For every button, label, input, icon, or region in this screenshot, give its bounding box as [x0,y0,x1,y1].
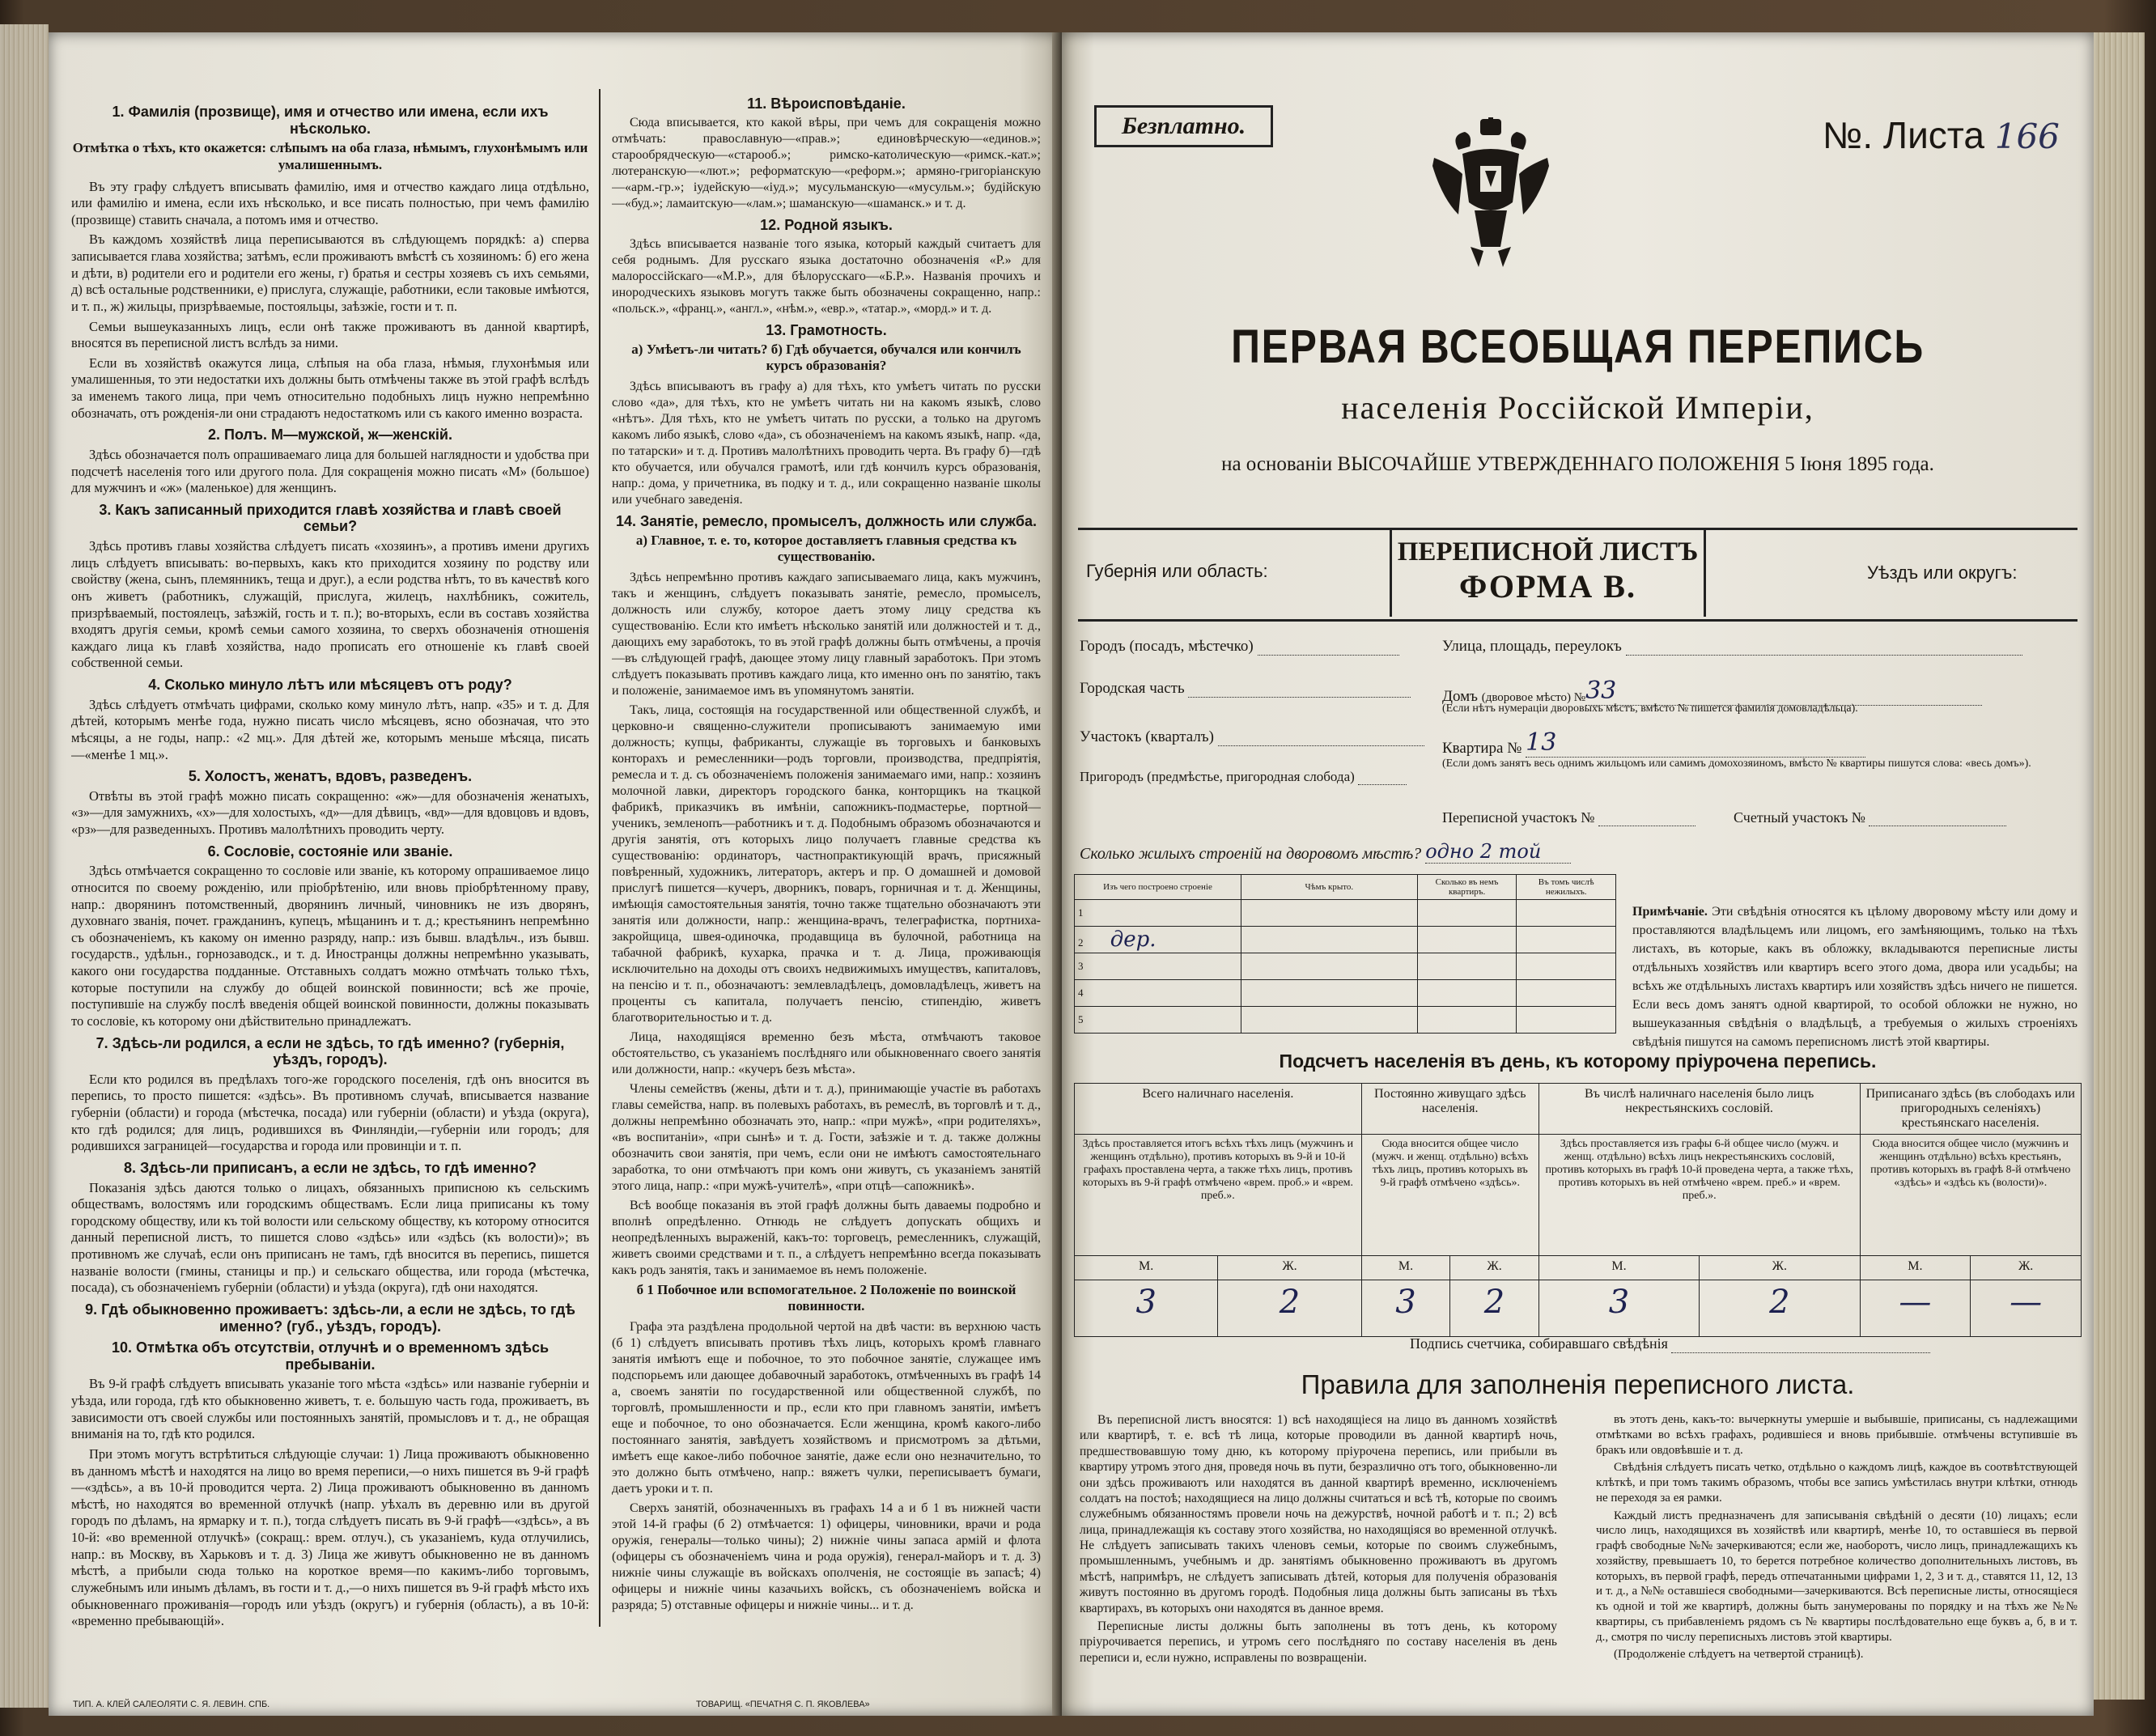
rules-paragraph: Свѣдѣнія слѣдуетъ писать четко, отдѣльно о каждомъ лицѣ, каждое въ соотвѣтствующей клѣткѣ, и при томъ такимъ образомъ, чтобы все запись умѣстилась внутри клѣтки, отнюдь не переходя за ея рамки. [1596,1461,2077,1505]
section-subheading: а) Умѣетъ-ли читать? б) Гдѣ обучается, обучался или кончилъ курсъ образованія? [631,342,1021,373]
section-heading: 13. Грамотность. [766,322,887,338]
paragraph: Здѣсь слѣдуетъ отмѣчать цифрами, сколько кому минуло лѣтъ, напр. «35» и т. д. Для дѣтей, которымъ менѣе года, нужно писать число мѣсяцевъ, ясно обозначая, что это мѣсяцы, а не годы, напр.: «2 мц.». Для дѣтей же, которымъ меньше мѣсяца, писать—«менѣе 1 мц.». [71,696,589,762]
sum-header-nonpeasant: Въ числѣ наличнаго населенія было лицъ некрестьянскихъ сословій. [1538,1084,1860,1135]
section-heading: 1. Фамилія (прозвище), имя и отчество или имена, если ихъ нѣсколько. [112,104,549,137]
sum-value: 3 [1075,1280,1218,1337]
sum-header-peasant: Приписанаго здѣсь (въ слободахъ или пригородныхъ селеніяхъ) крестьянскаго населенія. [1860,1084,2081,1135]
paragraph: Семьи вышеуказанныхъ лицъ, если онѣ также проживаютъ въ данной квартирѣ, вносятся въ переписной листъ вслѣдъ за ними. [71,318,589,351]
section-heading: 5. Холостъ, женатъ, вдовъ, разведенъ. [188,768,473,785]
uezd-label: Уѣздъ или округъ: [1867,562,2018,583]
house-field: Домъ (дворовое мѣсто) №33 [1442,677,1982,706]
sum-value: — [1971,1280,2082,1337]
right-page [1062,32,2094,1716]
house-note: (Если нѣтъ нумераціи дворовыхъ мѣстъ, вмѣсто № пишется фамилія домовладѣльца). [1442,702,1858,715]
paragraph: Въ 9-й графѣ слѣдуетъ вписывать указаніе того мѣста «здѣсь» или названіе губерніи и уѣзда, или города, гдѣ кто обыкновенно живетъ, т. е. большую часть года, проживаетъ, въ зависимости отъ своей службы или постоянныхъ занятій, промысловъ и т. д., не обращая вниманія на то, гдѣ кто родился. [71,1376,589,1442]
rules-column-right [1596,1412,2077,1665]
gubernia-label: Губернія или область: [1086,561,1268,581]
paragraph: Сверхъ занятій, обозначенныхъ въ графахъ 14 а и б 1 въ нижней части этой 14-й графы (б 2) отмѣчается: 1) офицеры, чиновники, врачи и рода оружія, генералы—только чины); 2) нижніе чины запаса армій и флота (офицеры съ обозначеніемъ чина и рода оружія), генерал-майоръ и т. д. 3) нижніе чины служащіе въ войскахъ ополченія, не состоящіе въ запасѣ; 4) офицеры и нижніе чины казачьихъ войскъ, съ обозначеніемъ войска и разряда; 5) отставные офицеры и нижніе чины... и т. д. [612,1501,1041,1612]
sum-header-present: Всего наличнаго населенія. [1075,1084,1362,1135]
bld-material-handwritten: дер. [1110,927,1157,952]
census-subtitle: населенія Россійской Имперіи, [1341,389,1814,426]
census-area-field: Переписной участокъ № [1442,809,1696,826]
paragraph: Всѣ вообще показанія въ этой графѣ должны быть даваемы подробно и вполнѣ опредѣленно. Отнюдь не слѣдуетъ допускать общихъ и неопредѣленныхъ выраженій, какъ-то: торговецъ, ремесленникъ, служащій, живетъ своими средствами и т. п., а слѣдуетъ непремѣнно всегда показывать какъ родъ занятія, такъ и занимаемое въ немъ положеніе. [612,1199,1041,1277]
paper-stack-right [2088,32,2145,1700]
imprint-left: ТИП. А. КЛЕЙ САЛЕОЛЯТИ С. Я. ЛЕВИН. СПБ. [73,1700,270,1709]
table-row: 5 [1075,1007,1616,1034]
imprint-right: ТОВАРИЩ. «ПЕЧАТНЯ С. П. ЯКОВЛЕВА» [696,1700,870,1709]
census-title: ПЕРВАЯ ВСЕОБЩАЯ ПЕРЕПИСЬ [1231,320,1925,373]
summary-title: Подсчетъ населенія въ день, къ которому пріурочена перепись. [1279,1051,1877,1072]
sum-value: 2 [1700,1280,1860,1337]
buildings-question: Сколько жилыхъ строеній на дворовомъ мѣстѣ? одно 2 той [1080,840,1571,864]
rules-paragraph: Каждый листъ предназначенъ для записыванія свѣдѣній о десяти (10) лицахъ; если число лицъ, находящихся въ хозяйствѣ или квартирѣ, менѣе 10, то оставшіеся въ первой графѣ свободные №№ зачеркиваются; если же, наоборотъ, число лицъ, принадлежащихъ къ хозяйству, превышаетъ 10, то берется потребное количество дополнительныхъ листовъ, въ которыхъ, въ первой графѣ, передъ отпечатанными цифрами 1, 2, 3 и т. д., ставятся 11, 12, 13 и т. д., а №№ оставшіеся свободными—зачеркиваются. Всѣ переписные листы, относящіеся къ одной и той же квартирѣ, должны быть занумерованы по порядку и на тѣхъ же №№ квартиры, съ прибавленіемъ рядомъ съ № квартиры послѣдовательно еще буквъ а, б, в и т. д., смотря по числу переписныхъ листовъ этой квартиры. [1596,1509,2077,1644]
house-number-handwritten: 33 [1585,677,1982,706]
sum-desc-permanent: Сюда вносится общее число (мужч. и женщ. отдѣльно) всѣхъ тѣхъ лицъ, противъ которыхъ въ 9-й графѣ отмѣчено «здѣсь». [1361,1135,1538,1256]
left-page [49,32,1060,1716]
sum-value: 2 [1450,1280,1539,1337]
bld-header-material: Изъ чего построено строеніе [1075,875,1241,900]
paragraph: Члены семействъ (жены, дѣти и т. д.), принимающіе участіе въ работахъ главы семейства, напр. въ полевыхъ работахъ, въ ремеслѣ, въ торговлѣ и т. д., должны непремѣнно обозначать это, напр.: «при мужѣ», «при родителяхъ», «въ воспитаніи», «при сынѣ» и т. д. Гости, заѣзжіе и т. д. также должны обозначить свои занятія, при чемъ, если они не имѣютъ самостоятельнаго заработка, то они отмѣчаютъ при комъ они живутъ, съ указаніемъ занятій этого лица, напр.: «при мужѣ-учителѣ», «при отцѣ—сапожникѣ». [612,1082,1041,1193]
population-summary-table [1074,1083,2082,1337]
sum-desc-nonpeasant: Здѣсь проставляется изъ графы 6-й общее число (мужч. и женщ. отдѣльно) всѣхъ лицъ некрестьянскихъ сословій, противъ которыхъ въ графѣ 10-й проведена черта, а также тѣхъ, противъ которыхъ въ ней отмѣчено «врем. преб.» и «врем. преб.». [1538,1135,1860,1256]
table-row: 1 [1075,900,1616,927]
section-subheading: Отмѣтка о тѣхъ, кто окажется: слѣпымъ на оба глаза, нѣмымъ, глухонѣмымъ или умалишеннымъ. [72,140,588,172]
section-heading: 12. Родной языкъ. [760,217,893,233]
paragraph: Здѣсь обозначается полъ опрашиваемаго лица для большей наглядности и удобства при подсчетѣ населенія того или другого пола. Для сокращенія можно писать «М» (большое) для мужчинъ и «ж» (маленькое) для женщинъ. [71,446,589,496]
paragraph: Если кто родился въ предѣлахъ того-же городского поселенія, гдѣ онъ вносится въ перепись, то просто пишется: «здѣсь». Въ противномъ случаѣ, вписывается название губерніи (области) и города (мѣстечка, посада) или губерніи (области) и уѣзда (округа), кто гдѣ родился; для лицъ, родившихся въ Финляндіи,—губерніи или городъ; для родившихся заграницей—государства и города или провинціи и т. п. [71,1071,589,1154]
column-divider [599,89,601,1627]
census-basis: на основаніи ВЫСОЧАЙШЕ УТВЕРЖДЕННАГО ПОЛОЖЕНІЯ 5 Іюня 1895 года. [1221,453,1934,475]
enumerator-signature-field: Подпись счетчика, собиравшаго свѣдѣнія [1410,1335,1930,1353]
rules-paragraph: (Продолженіе слѣдуетъ на четвертой страницѣ). [1614,1648,1864,1662]
city-field: Городъ (посадъ, мѣстечко) [1080,638,1399,656]
section-heading: 11. Вѣроисповѣданіе. [747,96,906,112]
sum-value: 3 [1361,1280,1450,1337]
sum-value: 2 [1218,1280,1361,1337]
sum-value: — [1860,1280,1971,1337]
sum-header-permanent: Постоянно живущаго здѣсь населенія. [1361,1084,1538,1135]
double-headed-eagle-icon [1430,117,1551,271]
section-heading: 7. Здѣсь-ли родился, а если не здѣсь, то гдѣ именно? (губернія, уѣздъ, городъ). [95,1034,565,1068]
rules-title: Правила для заполненія переписного листа. [1301,1369,1855,1399]
section-heading: 4. Сколько минуло лѣтъ или мѣсяцевъ отъ роду? [148,677,512,693]
sheet-number-handwritten: 166 [1994,117,2060,156]
street-field: Улица, площадь, переулокъ [1442,638,2022,656]
paragraph: Лица, находящіяся временно безъ мѣста, отмѣчаютъ таковое обстоятельство, съ указаніемъ послѣдняго или обыкновеннаго своего занятія или должности, напр.: «кучеръ безъ мѣста». [612,1030,1041,1076]
section-heading: 9. Гдѣ обыкновенно проживаетъ: здѣсь-ли, а если не здѣсь, то гдѣ именно? (губ., уѣздъ, городъ). [85,1301,575,1335]
section-heading: 10. Отмѣтка объ отсутствіи, отлучнѣ и о временномъ здѣсь пребываніи. [111,1339,550,1373]
apartment-note: (Если домъ занятъ весь однимъ жильцомъ или самимъ домохозяиномъ, вмѣсто № квартиры пишутся слова: «весь домъ»). [1442,758,2031,770]
sheet-number-label: №. Листа [1823,114,1984,156]
rules-column-left [1080,1412,1557,1668]
paragraph: Въ эту графу слѣдуетъ вписывать фамилію, имя и отчество каждаго лица отдѣльно, или фамилію и имена, если ихъ нѣсколько, и все писать полностью, при чемъ фамилію (прозвище) ставить сначала, а потомъ имя и отчество. [71,178,589,227]
bld-header-roof: Чѣмъ крыто. [1241,875,1417,900]
sum-value: 3 [1538,1280,1699,1337]
section-heading: 6. Сословіе, состояніе или званіе. [207,843,453,860]
paper-stack-left [0,24,49,1708]
apartment-number-handwritten: 13 [1526,728,1865,758]
district-field: Участокъ (кварталъ) [1080,728,1424,746]
paragraph: Здѣсь противъ главы хозяйства слѣдуетъ писать «хозяинъ», а противъ имени другихъ лицъ слѣдуетъ вписывать: во-первыхъ, какъ кто приходится хозяину по родству или свойству (жена, сынъ, племянникъ, теща и друг.), а если родства нѣтъ, то въ качествѣ кого онъ живетъ (работникъ, служащій, прислуга, жилецъ, нахлѣбникъ, сожитель, призрѣваемый, постоялецъ, заѣзжій, гость и т. п.); во-вторыхъ, если въ составъ хозяйства входятъ другія семьи, кромѣ семьи самого хозяина, то сверхъ обозначенія отношенія каждаго лица къ главѣ хозяйства, надо прописать его отношеніе къ главѣ своей собственной семьи. [71,538,589,671]
table-row: 3 [1075,953,1616,980]
paragraph: Въ каждомъ хозяйствѣ лица переписываются въ слѣдующемъ порядкѣ: а) сперва записывается глава хозяйства; затѣмъ, если проживаютъ вмѣстѣ съ хозяиномъ: б) его жена и дѣти, в) родители его и родители его жены, г) братья и сестры хозяевъ съ ихъ семьями, д) всѣ остальные родственники, е) прислуга, служащіе, работники, если таковые имѣются, и т. п., ж) жильцы, призрѣваемые, постояльцы, заѣзжіе, гости и т. п. [71,231,589,314]
buildings-note: Примѣчаніе. Эти свѣдѣнія относятся къ цѣлому дворовому мѣсту или дому и проставляются владѣльцемъ или лицомъ, его замѣняющимъ, только на тѣхъ листахъ, въ которые, какъ въ обложку, вкладываются переписные листы отдѣльныхъ хозяйствъ или квартиръ всего этого дома, двора или усадьбы; на всѣхъ же отдѣльныхъ листахъ квартиръ или хозяйствъ здѣсь ничего не пишется. Если весь домъ занятъ одной квартирой, то особой обложки не нужно, но вышеуказанныя свѣдѣнія о владѣльцѣ, а требуемыя о жилыхъ строеніяхъ свѣдѣнія пишутся на самомъ переписномъ листѣ этой квартиры. [1632,905,2077,1049]
city-part-field: Городская часть [1080,680,1411,698]
table-row: 2 дер. [1075,927,1616,953]
instructions-column-1 [71,99,589,1633]
section-heading: 14. Занятіе, ремесло, промыселъ, должность или служба. [615,513,1038,529]
free-label: Безплатно. [1094,105,1273,147]
section-subheading: а) Главное, т. е. то, которое доставляетъ главныя средства къ существованію. [635,533,1017,564]
instructions-column-2 [612,91,1041,1617]
sum-desc-present: Здѣсь проставляется итогъ всѣхъ тѣхъ лицъ (мужчинъ и женщинъ отдѣльно), противъ которыхъ въ 9-й и 10-й графахъ проставлена черта, а также тѣхъ лицъ, противъ которыхъ въ 9-й графѣ отмѣчено «врем. проб.» и «врем. преб.». [1075,1135,1362,1256]
buildings-table [1074,874,1616,1034]
paragraph: Отвѣты въ этой графѣ можно писать сокращенно: «ж»—для обозначенія женатыхъ, «з»—для замужнихъ, «х»—для холостыхъ, «д»—для дѣвицъ, «вд»—для вдовцовъ и вдовъ, «рз»—для разведенныхъ. Противъ малолѣтнихъ проводить черту. [71,787,589,837]
count-area-field: Счетный участокъ № [1734,809,2006,826]
sum-values-row [1075,1280,2082,1337]
rules-paragraph: Въ переписной листъ вносятся: 1) всѣ находящіеся на лицо въ данномъ хозяйствѣ или квартирѣ, т. е. всѣ тѣ лица, которые проводили въ данной квартирѣ ночь, предшествовавшую тому дню, къ которому пріурочена перепись, или прибыли въ квартиру утромъ этого дня, проведя ночь въ пути, безразлично отъ того, обыкновенно-ли они здѣсь проживаютъ или находятся въ данной квартирѣ временно, исключеніемъ солдатъ на постоѣ; находящиеся на лицо должны считаться и всѣ тѣ, которые по своимъ служебнымъ обязанностямъ провели ночь на дежурствѣ, ночной работѣ и т. п.; 2) всѣ лица, принадлежащія къ составу этого хозяйства, но находящіяся во временной отлучкѣ. Не слѣдуетъ записывать такихъ членовъ семьи, которые по своимъ служебнымъ, промышленнымъ, учебнымъ и др. занятіямъ обыкновенно проживаютъ въ другомъ мѣстѣ, напримѣръ, не слѣдуетъ записывать дѣтей, которыя для полученія образованія живутъ постоянно въ другомъ городѣ. Подобныя лица должны быть записаны въ тѣхъ квартирахъ, въ которыхъ они находятся въ данное время. [1080,1413,1557,1615]
apartment-field: Квартира № 13 [1442,728,1865,758]
paragraph: Показанія здѣсь даются только о лицахъ, обязанныхъ приписною къ сельскимъ обществамъ, волостямъ или городскимъ обществамъ. Если лица приписаны къ тому городскому обществу, или къ той волости или сельскому обществу, къ которому относится данный переписной листъ, то пишется слово «здѣсь» или «здѣсь (къ волости)»; въ противномъ же случаѣ, если онъ приписанъ не тамъ, гдѣ вносится въ перепись, пишется названіе волости (гмины, станицы и пр.) и сельскаго общества, или города (мѣстечка, посада), съ обозначеніемъ губерніи (области) и уѣзда (округа), гдѣ они находятся. [71,1179,589,1296]
paragraph: Графа эта раздѣлена продольной чертой на двѣ части: въ верхнюю часть (б 1) слѣдуетъ вписывать противъ тѣхъ лицъ, которыхъ кромѣ главнаго занятія имѣютъ еще и побочное, то это побочное занятіе, служащее имъ подспорьемъ или дающее добавочный заработокъ, отмѣченныхъ въ графѣ 14 а, своемъ занятіи по государственной или общественной службѣ, по торговлѣ, промышленности и пр., если кто при главномъ занятіи, имѣетъ еще и побочное, то оно обозначается. Если женщина, кромѣ какого-либо постояннаго занятія, завѣдуетъ хозяйствомъ и присмотромъ за дѣтьми, имѣетъ еще какое-либо побочное занятіе, даже если оно незначительно, то это должно быть отмѣчено, напр.: вяжетъ чулки, переписываетъ бумаги, даетъ уроки и т. п. [612,1320,1041,1496]
section-subheading: б 1 Побочное или вспомогательное. 2 Положеніе по воинской повинности. [636,1282,1016,1314]
sheet-number-field [1823,113,2060,157]
form-title: ПЕРЕПИСНОЙ ЛИСТЪ [1397,537,1699,567]
sum-desc-peasant: Сюда вносится общее число (мужчинъ и женщинъ отдѣльно) всѣхъ крестьянъ, противъ которыхъ въ графѣ 8-й отмѣчено «здѣсь» и «здѣсь къ (волости)». [1860,1135,2081,1256]
paragraph: Здѣсь отмѣчается сокращенно то сословіе или званіе, къ которому опрашиваемое лицо относится по своему рожденію, или пріобрѣтенію, или вновь пріобрѣтенному праву, напр.: дворянинъ потомственный, дворянинъ личный, чиновникъ не изъ дворянъ, духовнаго званія, почет. гражданинъ, купецъ, мѣщанинъ и т. д.; крестьянинъ непремѣнно съ обозначеніемъ, къ какому он именно разряду, напр.: изъ бывш. владѣльч., изъ бывш. государств., удѣльн., горнозаводск., и т. д. Иностранцы должны непремѣнно указывать, какого они государства подданные. Отставныхъ солдатъ можно отмѣчать только тѣхъ, которые поступили на службу до общей воинской повинности; всѣ же прочіе, поступившіе на службу послѣ введенія общей воинской повинности, должны показывать то сословіе, къ которому они дѣйствительно принадлежатъ. [71,863,589,1029]
rules-paragraph: Переписные листы должны быть заполнены въ тотъ день, къ которому пріурочивается перепись, и утромъ сего послѣдняго по составу населенія въ день переписи и, если нужно, исправлены по возвращеніи. [1080,1619,1557,1665]
sum-gender-row: М. Ж. М. Ж. М. Ж. М. Ж. [1075,1256,2082,1280]
suburb-field: Пригородъ (предмѣстье, пригородная слобода) [1080,769,1407,785]
paragraph: Здѣсь вписываютъ въ графу а) для тѣхъ, кто умѣетъ читать по русски слово «да», для тѣхъ, кто не умѣетъ читать ни на какомъ языкѣ, слово «нѣтъ». Для тѣхъ, кто не умѣетъ читать по русски, а только на другомъ какомъ либо языкѣ, слово «да», съ обозначеніемъ на какомъ языкѣ, напр. «да, по татарски» и т. д. Противъ малолѣтнихъ проводить черта. Въ графу б)—гдѣ кто обучается, или обучался грамотѣ, или гдѣ кончилъ курсъ образованія, напр.: дома, у причетника, въ подку и т. д., или сокращенно названіе школы или учебнаго заведенія. [612,380,1041,507]
form-title-box [1390,528,1706,617]
bld-header-apartments: Сколько въ немъ квартиръ. [1417,875,1517,900]
section-heading: 8. Здѣсь-ли приписанъ, а если не здѣсь, то гдѣ именно? [124,1159,537,1176]
bld-header-nonresidential: Въ томъ числѣ нежилыхъ. [1517,875,1616,900]
form-letter: ФОРМА В. [1459,568,1636,605]
paragraph: Если въ хозяйствѣ окажутся лица, слѣпыя на оба глаза, нѣмыя, глухонѣмыя или умалишенныя, то эти недостатки ихъ должны быть отмѣчены также въ этой графѣ вслѣдъ за именемъ такого лица, при чемъ относительно подобныхъ лицъ нужно непремѣнно обозначать, отъ рожденія-ли они страдаютъ недостаткомъ или съ какого именно возраста. [71,354,589,421]
paragraph: Здѣсь непремѣнно противъ каждаго записываемаго лица, какъ мужчинъ, такъ и женщинъ, слѣдуетъ показывать занятіе, ремесло, промыселъ, должность или службу, которое даетъ этому лицу средства къ существованію. Если кто имѣетъ нѣсколько занятій или должностей и т. д., дающихъ ему заработокъ, то въ этой графѣ должны быть отмѣчены, а прочія—въ слѣдующей графѣ, дающее этому лицу главный заработокъ. При этомъ слѣдуетъ показывать противъ каждаго лица, кто именно онъ по занятію, такъ и положеніе, занимаемое имъ въ упомянутомъ занятіи. [612,571,1041,698]
table-row: 4 [1075,980,1616,1007]
paragraph: Такъ, лица, состоящія на государственной или общественной службѣ, и церковно-и священно-служители прописываютъ занимаемую ими должность; купцы, фабриканты, служащіе въ торговыхъ и банковыхъ конторахъ и ремесленники—родъ торговли, производства, предпріятія, ремесла и т. д. съ обозначеніемъ положенія занимаемаго ими, напр.: хозяинъ молочной лавки, директоръ городского банка, конторщикъ на ткацкой фабрикѣ, приказчикъ въ имѣніи, сапожникъ-подмастерье, портной—ученикъ, земленопъ—работникъ и т. д. Подобнымъ образомъ обозначаются и другія занятія, отъ которыхъ лицо получаетъ главные средства къ существованію: ординаторъ, частнопрактикующій врачъ, присяжный повѣренный, художникъ, литераторъ, актеръ и пр. О домашней и домовой прислугѣ пишется—кучеръ, дворникъ, поваръ, горничная и т. д. Женщины, имѣющія самостоятельныя занятія, точно также тщательно обозначаютъ эти занятія или должности, напр.: женщина-врачъ, телеграфистка, портниха-закройщица, швея-одиночка, продавщица въ булочной, работница на табачной фабрикѣ, кухарка, прачка и т. д. Лица, проживающія исключительно на доходы отъ своихъ недвижимыхъ имуществъ, капиталовъ, на пенсію и т. п., обозначаютъ: землевладѣлецъ, домовладѣлецъ, живетъ на проценты съ капитала, получаетъ пенсію, стипендію, живетъ благотворительностью и т. д. [612,703,1041,1025]
rules-paragraph: въ этотъ день, какъ-то: вычеркнуты умершіе и выбывшіе, приписаны, съ надлежащими отмѣтками во всѣхъ графахъ, родившіеся и вновь прибывшіе. отмѣчены вступившіе въ бракъ или овдовѣвшіе и т. д. [1596,1413,2077,1457]
section-heading: 3. Какъ записанный приходится главѣ хозяйства и главѣ своей семьи? [99,501,562,535]
paragraph: Здѣсь вписывается названіе того языка, который каждый считаетъ для себя роднымъ. Для русскаго языка достаточно обозначенія «Р.» для малороссійскаго—«М.Р.», для бѣлорусскаго—«Б.Р.». Названія прочихъ и инородческихъ языковъ могутъ также быть обозначены сокращенно, напр.: «польск.», «франц.», «англ.», «нѣм.», «евр.», «татар.», «морд.» и т. д. [612,237,1041,316]
section-heading: 2. Полъ. М—мужской, ж—женскій. [208,427,452,444]
paragraph: Сюда вписывается, кто какой вѣры, при чемъ для сокращенія можно отмѣчать: православную—«прав.»; единовѣрческую—«единов.»; старообрядческую—«старооб.»; римско-католическую—«римск.-кат.»; лютеранскую—«лют.»; реформатскую—«реформ.»; армяно-григоріанскую—«арм.-гр.»; іудейскую—«іуд.»; мусульманскую—«мусульм.»; будійскую—«буд.»; ламаитскую—«лам.»; шаманскую—«шаманск.» и т. д. [612,116,1041,210]
paragraph: При этомъ могутъ встрѣтиться слѣдующіе случаи: 1) Лица проживаютъ обыкновенно въ данномъ мѣстѣ и находятся на лицо во время переписи,—о нихъ пишется въ 9-й графѣ—«здѣсь», а въ 10-й проводится черта. 2) Лица проживаютъ обыкновенно въ данномъ мѣстѣ, но находятся во временной отлучкѣ (напр. уѣхалъ въ деревню или въ другой городъ по дѣламъ, на ярмарку и т. п.), тогда слѣдуетъ писать въ 9-й графѣ—«здѣсь», а въ 10-й: «во временной отлучкѣ» (сокращ.: врем. отлуч.), съ указаніемъ, куда отлучились, напр.: въ Москву, въ Харьковъ и т. д. 3) Лица же живутъ обыкновенно не въ данномъ мѣстѣ, а прибыли сюда только на короткое время—по какимъ-либо торговымъ, служебнымъ или инымъ дѣламъ, въ гости и т. д.,—о нихъ пишется въ 9-й графѣ мѣсто ихъ обыкновеннаго проживанія—городъ или уѣздъ (округъ) и губернія (область), а въ 10-й: «временно пребывающій». [71,1445,589,1629]
buildings-answer-handwritten: одно 2 той [1425,840,1571,864]
